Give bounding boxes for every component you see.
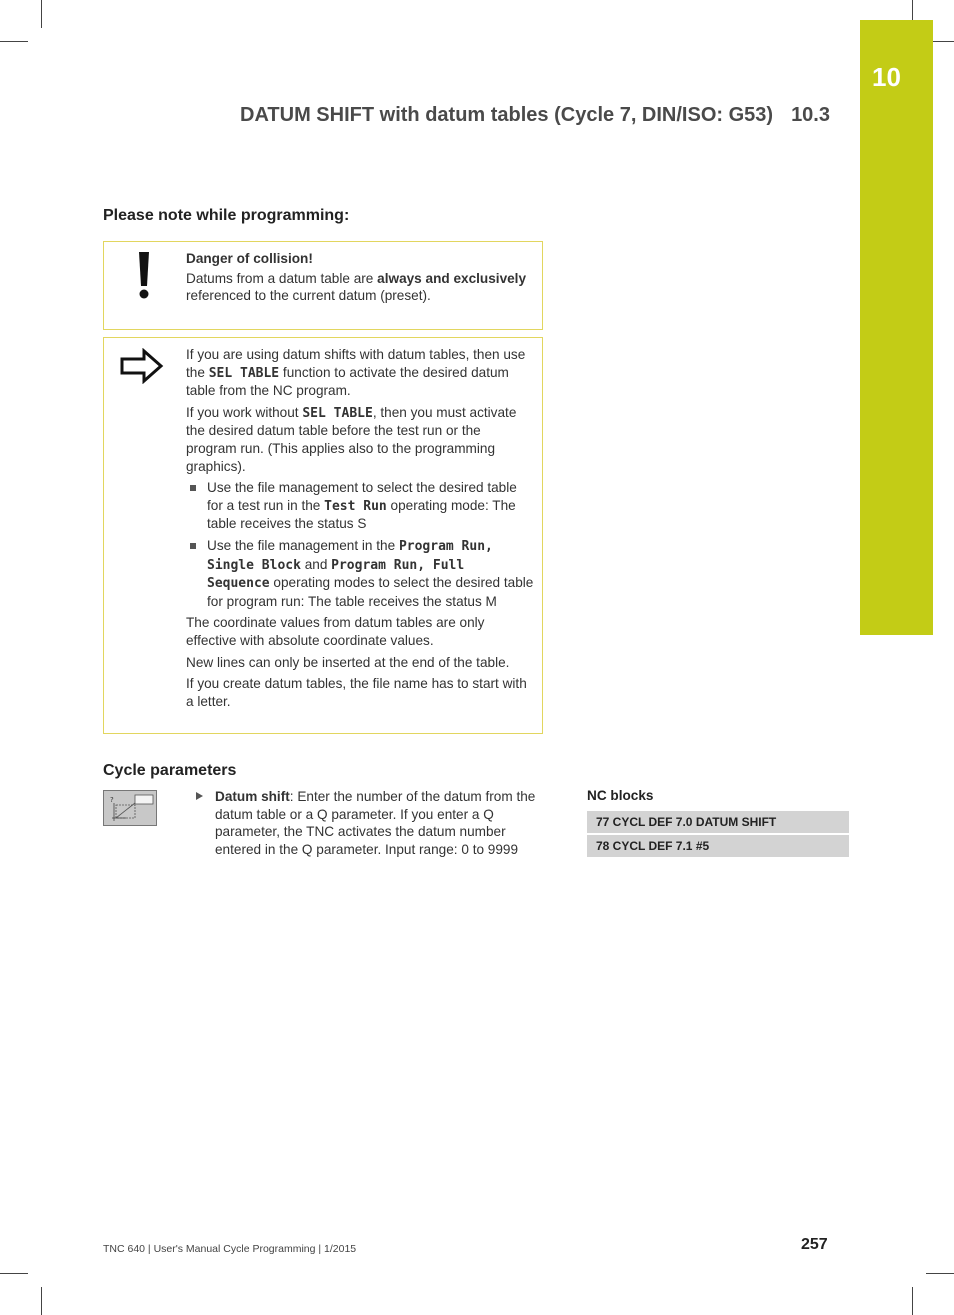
nc-block-row: 78 CYCL DEF 7.1 #5 [587,835,849,857]
warning-text: Datums from a datum table are always and exclusively referenced to the current datum (preset). [186,270,527,304]
nc-block-row: 77 CYCL DEF 7.0 DATUM SHIFT [587,811,849,833]
exclamation-icon [137,252,151,302]
info-list [186,479,534,610]
note-heading: Please note while programming: [103,207,350,224]
crop-mark [912,1287,913,1315]
list-item: Use the file management to select the desired table for a test run in the Test Run operating mode: The table receives the status S [186,479,534,533]
datum-shift-softkey-icon [103,790,157,826]
crop-mark [0,1273,28,1274]
crop-mark [926,1273,954,1274]
crop-mark [41,0,42,28]
info-paragraph: If you work without SEL TABLE, then you must activate the desired datum table before the test run or the program run. (This applies also to the programming graphics). [186,404,517,474]
info-paragraph: If you create datum tables, the file name has to start with a letter. [186,676,527,709]
chapter-tab [860,20,933,635]
parameter-name: Datum shift [215,789,290,804]
info-paragraph: New lines can only be inserted at the end of the table. [186,654,510,670]
warning-box [103,241,543,330]
list-item: Use the file management in the Program Run, Single Block and Program Run, Full Sequence operating modes to select the desired table for program run: The table receives the status M [186,537,534,610]
warning-title: Danger of collision! [186,251,313,266]
crop-mark [0,41,28,42]
svg-text:?: ? [110,796,114,804]
header-section: 10.3 [791,104,830,126]
page-header [240,104,830,127]
arrow-right-icon [120,348,164,384]
chapter-number: 10 [872,62,901,92]
footer-text: TNC 640 | User's Manual Cycle Programming | 1/2015 [103,1243,357,1255]
cycle-heading: Cycle parameters [103,762,237,779]
header-title: DATUM SHIFT with datum tables (Cycle 7, DIN/ISO: G53) [240,104,774,126]
parameter-description: : Enter the number of the datum from the datum table or a Q parameter. If you enter a Q parameter, the TNC activates the datum number entered in the Q parameter. Input range: 0 to 9999 [215,789,536,857]
crop-mark [41,1287,42,1315]
info-paragraph: If you are using datum shifts with datum tables, then use the SEL TABLE function to activate the desired datum table from the NC program. [186,347,526,399]
nc-blocks-title: NC blocks [587,788,654,803]
page-number: 257 [801,1236,828,1253]
info-box [103,337,543,734]
info-paragraph: The coordinate values from datum tables are only effective with absolute coordinate values. [186,615,485,648]
datum-shift-parameter [196,788,548,858]
